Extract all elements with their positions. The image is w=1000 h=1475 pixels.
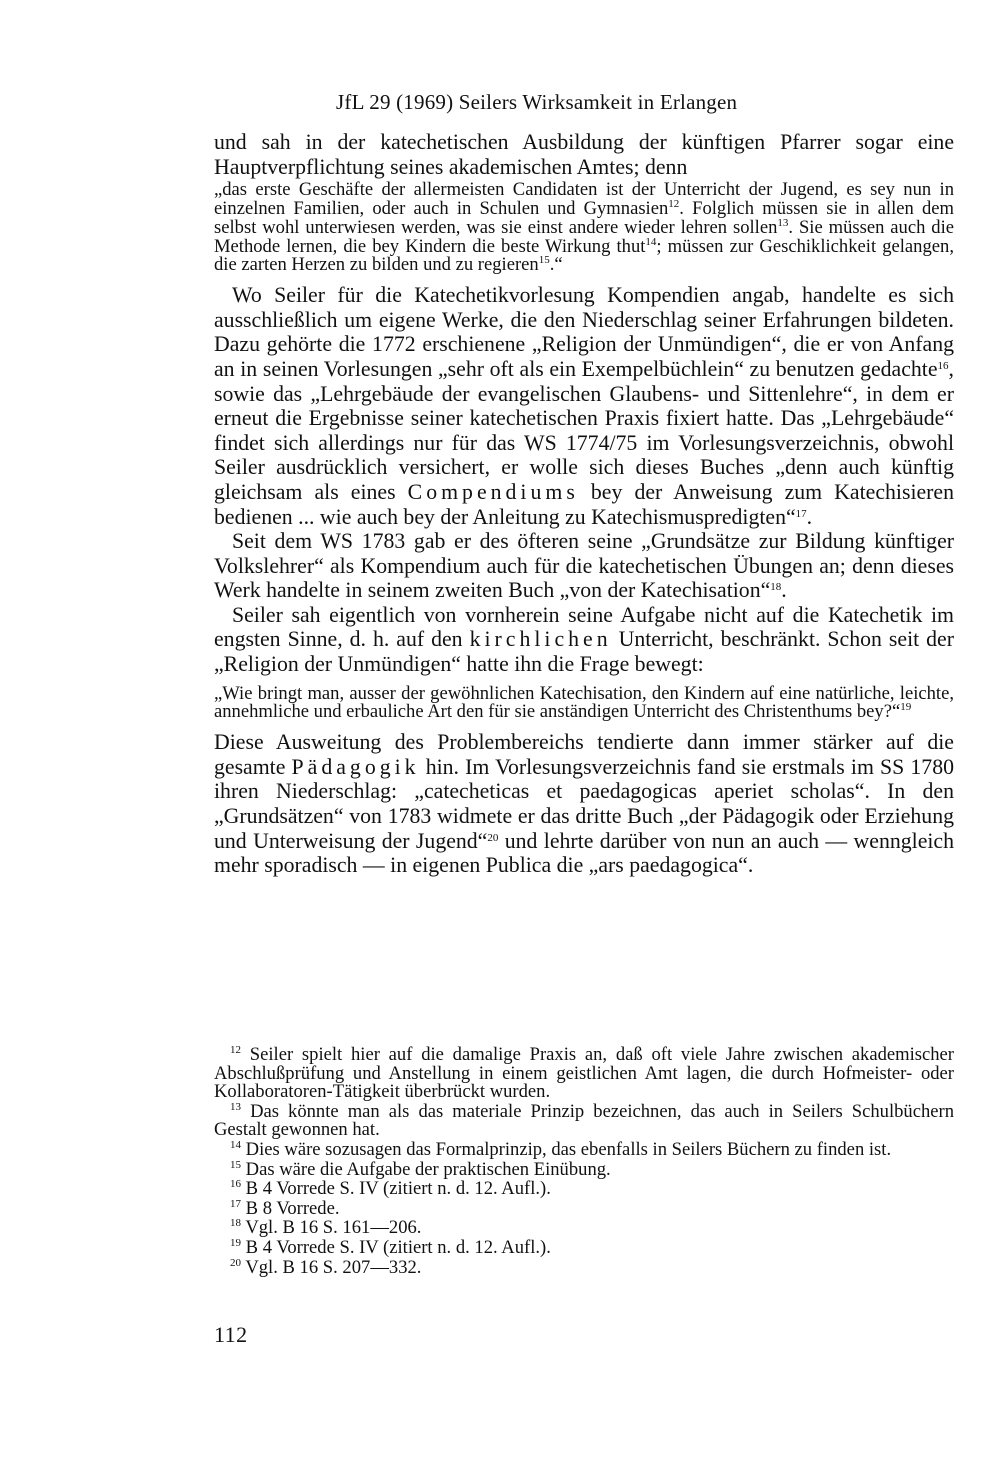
block-quote-1: „das erste Geschäfte der allermeisten Candidaten ist der Unterricht der Jugend, es sey nun in einzelnen Familien, oder auch in Schulen und Gymnasien$^{12}$. Folglich müssen sie in allen dem selbst wohl unterwiesen werden, was sie einst andere wieder lehren sollen$^{13}$. Sie müssen auch die Methode lernen, die bey Kindern die beste Wirkung thut$^{14}$; müssen zur Geschiklichkeit gelangen, die zarten Herzen zu bilden und zu regieren$^{15}$.“ xyxy=(214,179,954,276)
footnote-ref-15[interactable]: 15 xyxy=(538,254,550,267)
footnote-15: $^{15}$ Das wäre die Aufgabe der praktischen Einübung. xyxy=(230,1158,611,1180)
running-head: JfL 29 (1969) Seilers Wirksamkeit in Erlangen xyxy=(336,90,738,114)
footnote-12: $^{12}$ Seiler spielt hier auf die damalige Praxis an, daß oft viele Jahre zwischen akademischer Abschlußprüfung und Anstellung in einem geistlichen Amt lagen, die durch Hofmeister- oder Kollaboratoren-Tätigkeit überbrückt wurden. xyxy=(214,1044,954,1103)
footnotes xyxy=(214,1046,954,1277)
footnote-ref-12[interactable]: 12 xyxy=(668,197,680,210)
footnote-ref-14[interactable]: 14 xyxy=(645,235,657,248)
intro-paragraph: und sah in der katechetischen Ausbildung der künftigen Pfarrer sogar eine Hauptverpflichtung seines akademischen Amtes; denn xyxy=(214,130,954,179)
paragraph-3: Seit dem WS 1783 gab er des öfteren seine „Grundsätze zur Bildung künftiger Volkslehrer“ als Kompendium auch für die katechetischen Übungen an; denn dieses Werk handelte in seinem zweiten Buch „von der Katechisation“$^{18}$. xyxy=(214,529,954,603)
footnote-16: $^{16}$ B 4 Vorrede S. IV (zitiert n. d. 12. Aufl.). xyxy=(230,1178,551,1200)
footnote-14: $^{14}$ Dies wäre sozusagen das Formalprinzip, das ebenfalls in Seilers Büchern zu finden ist. xyxy=(230,1138,892,1160)
footnote-ref-16[interactable]: 16 xyxy=(937,359,949,372)
footnote-20: $^{20}$ Vgl. B 16 S. 207—332. xyxy=(230,1256,422,1278)
footnote-ref-17[interactable]: 17 xyxy=(795,507,807,520)
page-number: 112 xyxy=(214,1322,248,1347)
paragraph-5: Diese Ausweitung des Problembereichs tendierte dann immer stärker auf die gesamte Pädagogik hin. Im Vorlesungsverzeichnis fand sie erstmals im SS 1780 ihren Niederschlag: „catecheticas et paedagogicas aperiet scholas“. In den „Grundsätzen“ von 1783 widmete er das dritte Buch „der Pädagogik oder Erziehung und Unterweisung der Jugend“$^{20}$ und lehrte darüber von nun an auch — wenngleich mehr sporadisch — in eigenen Publica die „ars paedagogica“. xyxy=(214,730,954,878)
main-text xyxy=(214,130,954,878)
footnote-18: $^{18}$ Vgl. B 16 S. 161—206. xyxy=(230,1217,422,1239)
footnote-ref-20[interactable]: 20 xyxy=(487,831,499,844)
footnote-ref-13[interactable]: 13 xyxy=(777,216,789,229)
spaced-emphasis: Pädagogik xyxy=(291,754,420,779)
footnote-19: $^{19}$ B 4 Vorrede S. IV (zitiert n. d. 12. Aufl.). xyxy=(230,1236,551,1258)
paragraph-2: Wo Seiler für die Katechetikvorlesung Kompendien angab, handelte es sich ausschließlich um eigene Werke, die den Niederschlag seiner Erfahrungen bildeten. Dazu gehörte die 1772 erschienene „Religion der Unmündigen“, die er von Anfang an in seinen Vorlesungen „sehr oft als ein Exempelbüchlein“ zu benutzen gedachte$^{16}$, sowie das „Lehrgebäude der evangelischen Glaubens- und Sittenlehre“, in dem er erneut die Ergebnisse seiner katechetischen Praxis fixiert hatte. Das „Lehrgebäude“ findet sich allerdings nur für das WS 1774/75 im Vorlesungsverzeichnis, obwohl Seiler ausdrücklich versichert, er wolle sich dieses Buches „denn auch künftig gleichsam als eines Compendiums bey der Anweisung zum Katechisieren bedienen ... wie auch bey der Anleitung zu Katechismuspredigten“$^{17}$. xyxy=(214,283,955,529)
footnote-13: $^{13}$ Das könnte man als das materiale Prinzip bezeichnen, das auch in Seilers Schulbüchern Gestalt gewonnen hat. xyxy=(214,1100,954,1141)
footnote-ref-19[interactable]: 19 xyxy=(900,701,912,714)
spaced-emphasis: Compendiums xyxy=(407,479,579,504)
paragraph-4: Seiler sah eigentlich von vornherein seine Aufgabe nicht auf die Katechetik im engsten Sinne, d. h. auf den kirchlichen Unterricht, beschränkt. Schon seit der „Religion der Unmündigen“ hatte ihn die Frage bewegt: xyxy=(214,602,954,677)
block-quote-2: „Wie bringt man, ausser der gewöhnlichen Katechisation, den Kindern auf eine natürliche, leichte, annehmliche und erbauliche Art den für sie anständigen Unterricht des Christenthums bey?“$^{19}$ xyxy=(214,682,954,723)
footnote-17: $^{17}$ B 8 Vorrede. xyxy=(230,1197,340,1219)
footnote-ref-18[interactable]: 18 xyxy=(770,581,782,594)
spaced-emphasis: kirchlichen xyxy=(469,627,612,652)
